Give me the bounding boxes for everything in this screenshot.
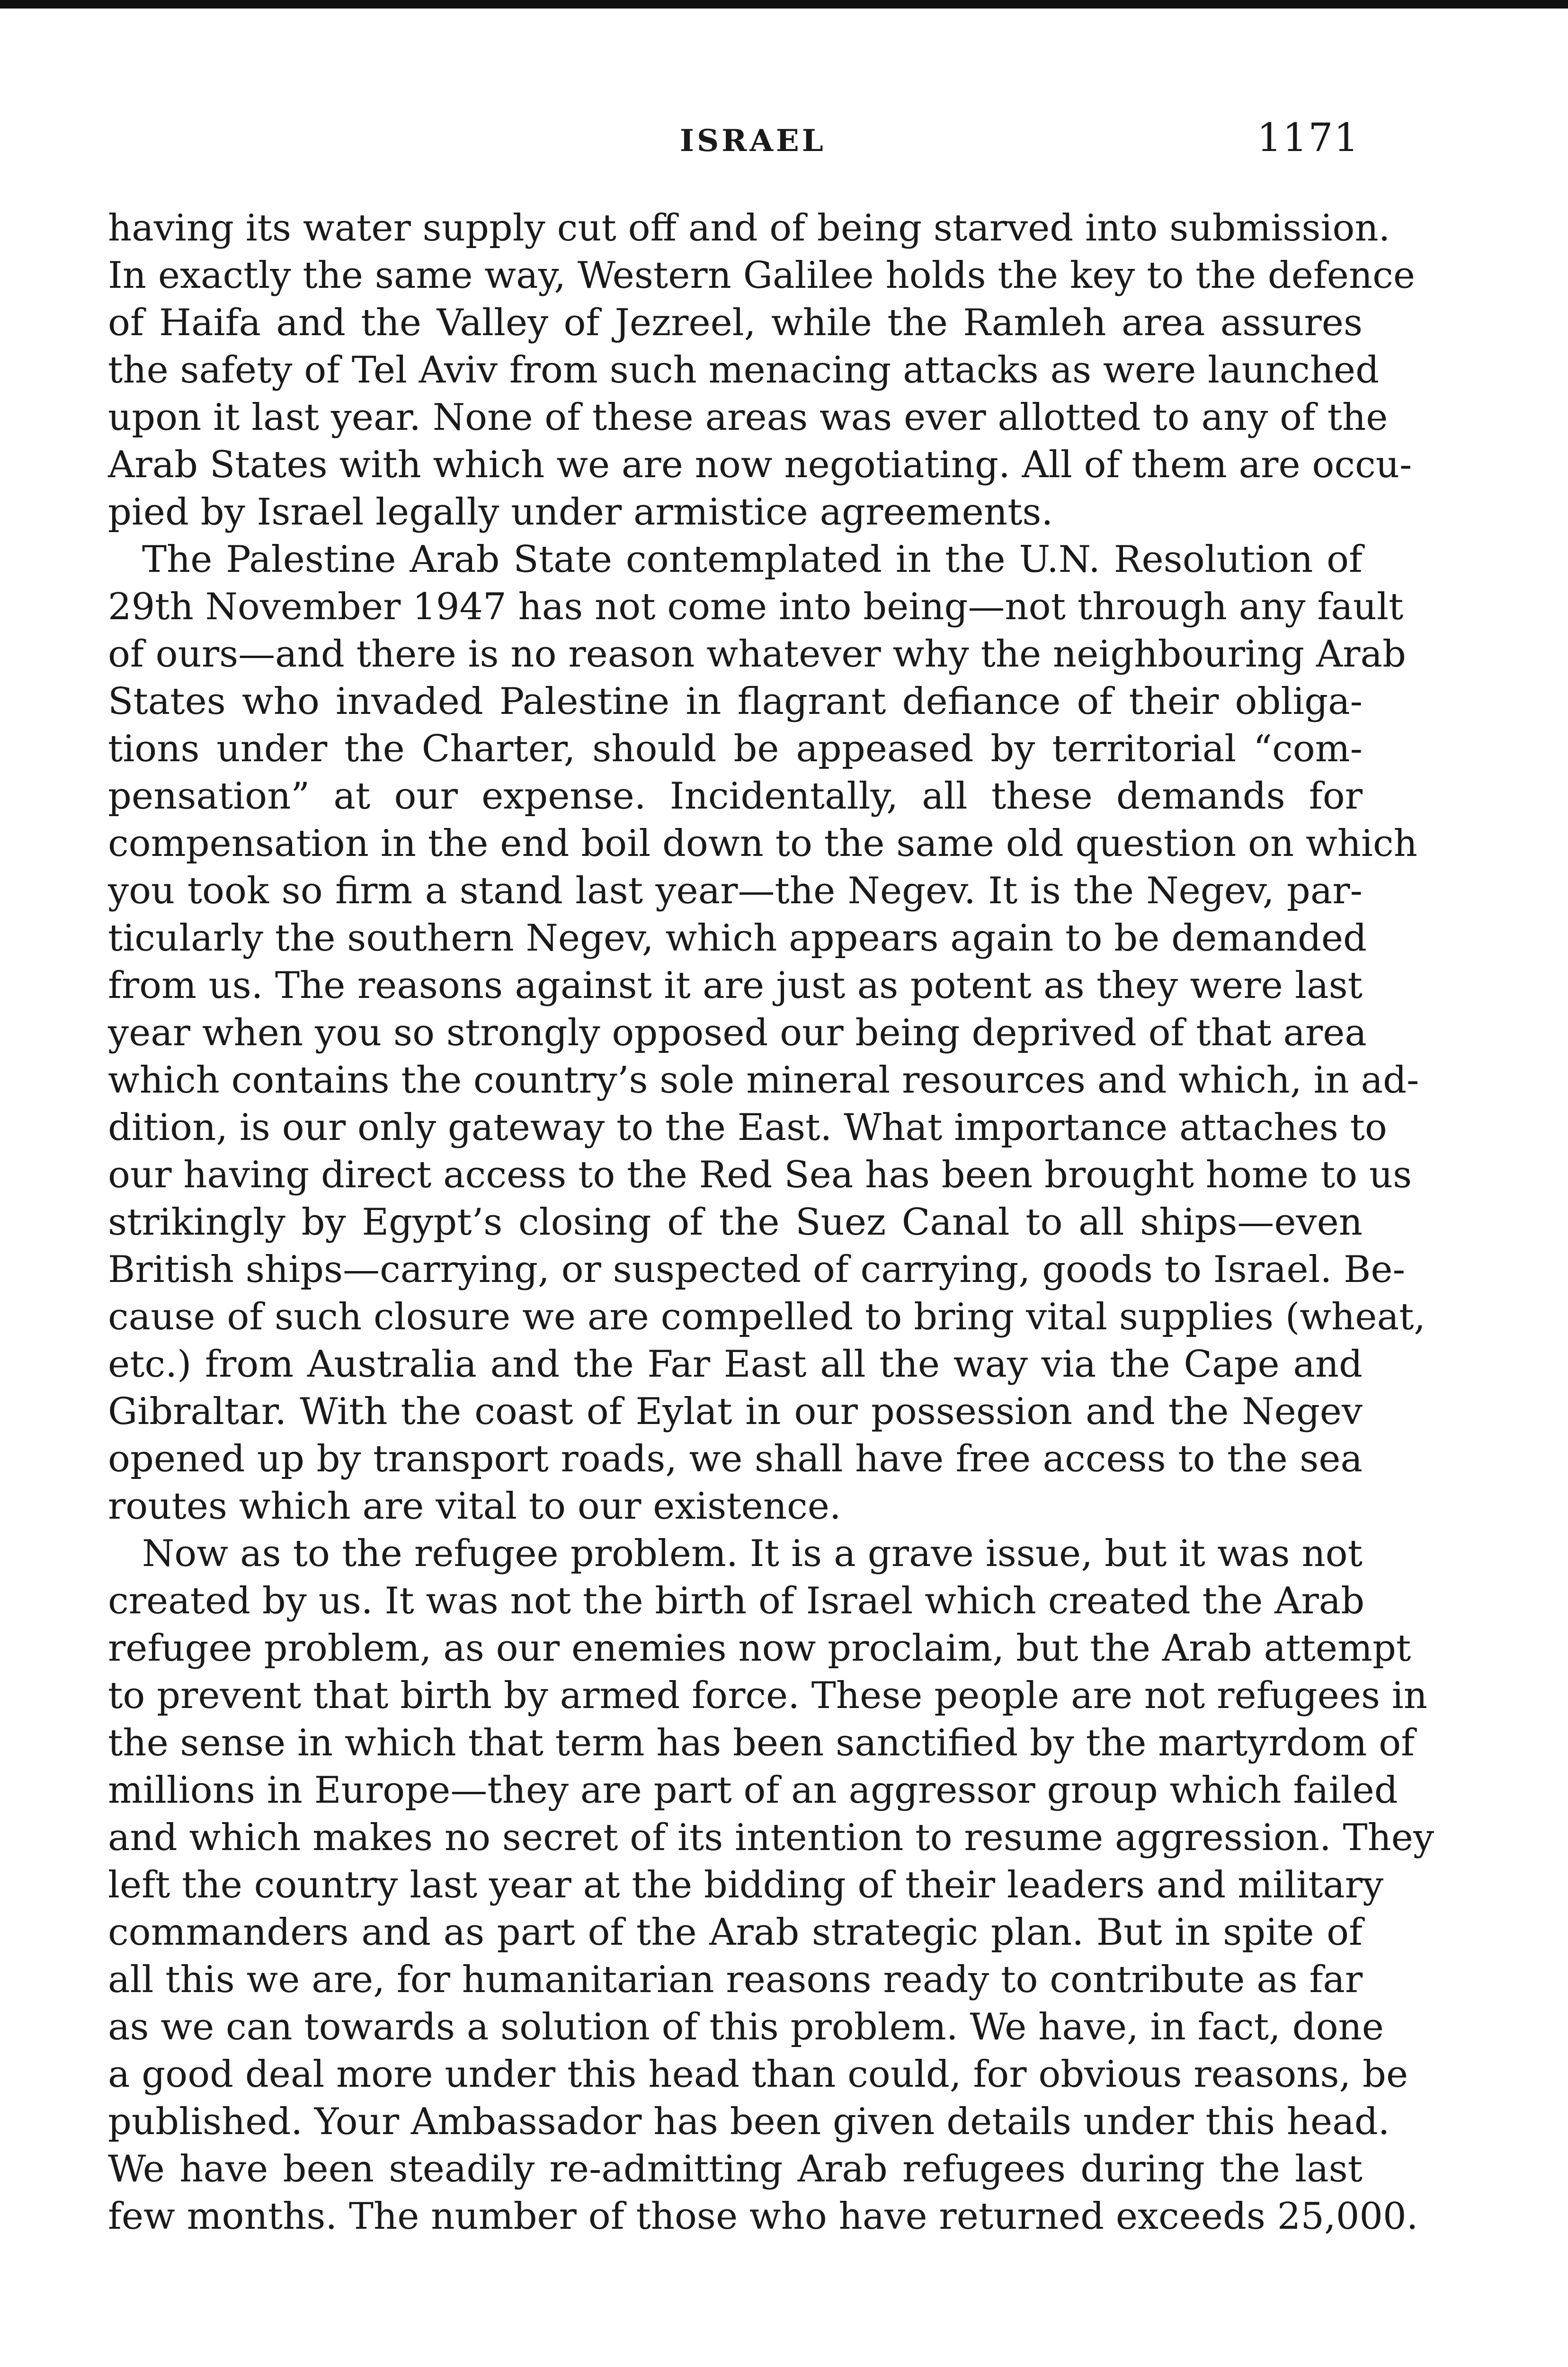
text-line: compensation in the end boil down to the same old question on which bbox=[108, 822, 1417, 865]
text-line: created by us. It was not the birth of Israel which created the Arab bbox=[108, 1580, 1365, 1622]
text-line: commanders and as part of the Arab strategic plan. But in spite of bbox=[108, 1911, 1363, 1954]
text-line: the safety of Tel Aviv from such menacing attacks as were launched bbox=[108, 349, 1380, 392]
text-line: Arab States with which we are now negotiating. All of them are occu- bbox=[108, 444, 1412, 486]
text-line: year when you so strongly opposed our being deprived of that area bbox=[108, 1012, 1367, 1054]
paragraph-start-line: The Palestine Arab State contemplated in the U.N. Resolution of bbox=[142, 538, 1363, 581]
text-line: from us. The reasons against it are just as potent as they were last bbox=[108, 964, 1363, 1007]
text-line: the sense in which that term has been sanctified by the martyrdom of bbox=[108, 1722, 1415, 1764]
text-line: States who invaded Palestine in flagrant defiance of their obliga- bbox=[108, 680, 1363, 723]
text-line: In exactly the same way, Western Galilee holds the key to the defence bbox=[108, 254, 1416, 297]
text-line: of ours—and there is no reason whatever why the neighbouring Arab bbox=[108, 633, 1406, 676]
text-line: dition, is our only gateway to the East. What importance attaches to bbox=[108, 1106, 1387, 1149]
text-line: to prevent that birth by armed force. These people are not refugees in bbox=[108, 1674, 1427, 1717]
body-text bbox=[108, 205, 1434, 2240]
text-line: opened up by transport roads, we shall have free access to the sea bbox=[108, 1438, 1363, 1480]
page-number: 1171 bbox=[1257, 116, 1360, 160]
running-head: ISRAEL bbox=[680, 123, 826, 159]
text-line: ticularly the southern Negev, which appears again to be demanded bbox=[108, 917, 1367, 960]
text-line: pensation” at our expense. Incidentally, all these demands for bbox=[108, 775, 1363, 818]
text-line: having its water supply cut off and of being starved into submission. bbox=[108, 207, 1390, 249]
text-line: strikingly by Egypt’s closing of the Suez Canal to all ships—even bbox=[108, 1201, 1363, 1244]
text-line: few months. The number of those who have returned exceeds 25,000. bbox=[108, 2195, 1418, 2238]
text-line: routes which are vital to our existence. bbox=[108, 1485, 841, 1528]
text-line: as we can towards a solution of this problem. We have, in fact, done bbox=[108, 2006, 1384, 2048]
text-line: of Haifa and the Valley of Jezreel, while the Ramleh area assures bbox=[108, 302, 1363, 344]
text-line: published. Your Ambassador has been given details under this head. bbox=[108, 2100, 1390, 2143]
text-line: you took so firm a stand last year—the Negev. It is the Negev, par- bbox=[108, 870, 1363, 912]
text-line: upon it last year. None of these areas was ever allotted to any of the bbox=[108, 396, 1388, 439]
text-line: left the country last year at the bidding of their leaders and military bbox=[108, 1864, 1384, 1906]
text-line: cause of such closure we are compelled to bring vital supplies (wheat, bbox=[108, 1296, 1426, 1338]
text-line: Gibraltar. With the coast of Eylat in our possession and the Negev bbox=[108, 1390, 1363, 1433]
text-line: pied by Israel legally under armistice agreements. bbox=[108, 491, 1053, 534]
text-line: which contains the country’s sole mineral resources and which, in ad- bbox=[108, 1059, 1419, 1102]
text-line: 29th November 1947 has not come into being—not through any fault bbox=[108, 586, 1404, 628]
text-line: millions in Europe—they are part of an aggressor group which failed bbox=[108, 1769, 1398, 1812]
text-line: etc.) from Australia and the Far East all the way via the Cape and bbox=[108, 1343, 1363, 1386]
text-line: tions under the Charter, should be appeased by territorial “com- bbox=[108, 728, 1363, 770]
text-line: our having direct access to the Red Sea has been brought home to us bbox=[108, 1154, 1412, 1196]
text-line: and which makes no secret of its intention to resume aggression. They bbox=[108, 1816, 1434, 1859]
text-line: We have been steadily re-admitting Arab refugees during the last bbox=[108, 2148, 1363, 2190]
text-line: refugee problem, as our enemies now proclaim, but the Arab attempt bbox=[108, 1627, 1411, 1670]
text-line: all this we are, for humanitarian reasons ready to contribute as far bbox=[108, 1958, 1363, 2001]
text-line: British ships—carrying, or suspected of carrying, goods to Israel. Be- bbox=[108, 1248, 1405, 1291]
paragraph-start-line: Now as to the refugee problem. It is a grave issue, but it was not bbox=[142, 1532, 1363, 1575]
text-line: a good deal more under this head than could, for obvious reasons, be bbox=[108, 2053, 1408, 2096]
